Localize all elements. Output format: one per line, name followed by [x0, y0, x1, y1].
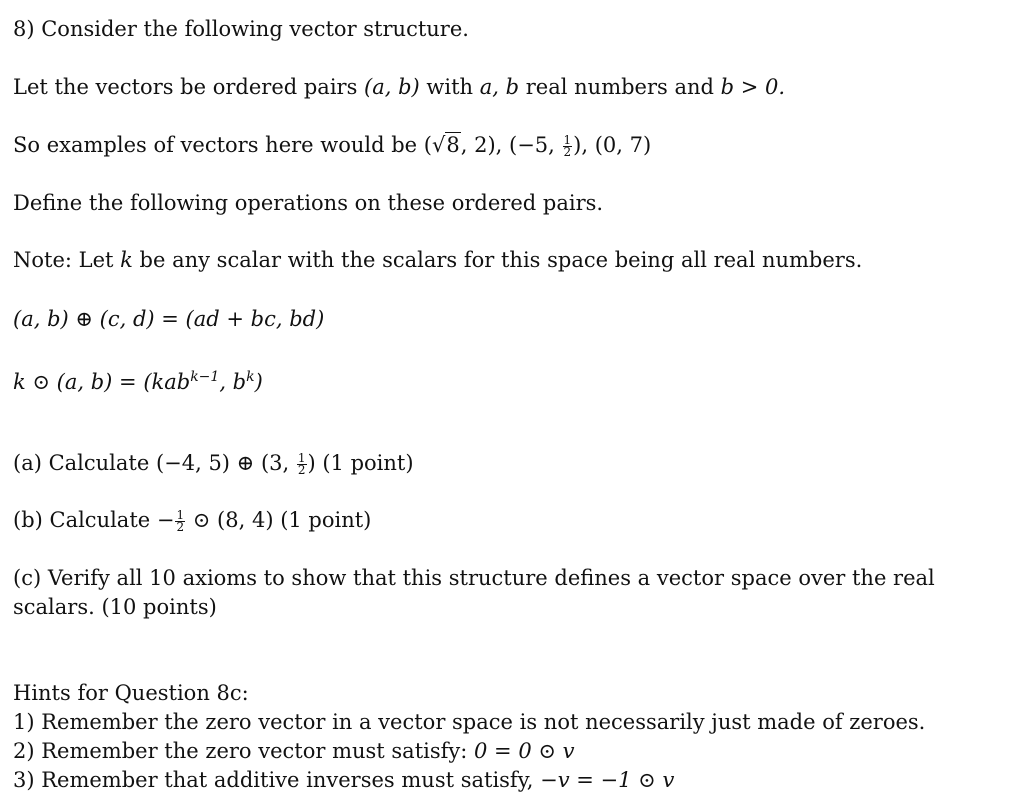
frac-den: 2: [176, 520, 185, 534]
text: Let the vectors be ordered pairs: [13, 75, 365, 99]
math-additive-inverse: −v = −1 ⊙ v: [540, 768, 675, 792]
fraction-half: [563, 135, 573, 158]
part-b: [13, 506, 371, 534]
text: real numbers and: [519, 75, 721, 99]
text: 3) Remember that additive inverses must satisfy,: [13, 768, 541, 792]
math-k: k: [120, 248, 133, 272]
math-zero-vector: 0 = 0 ⊙ v: [474, 739, 575, 763]
hints-title: Hints for Question 8c:: [13, 681, 249, 705]
operations-intro: Define the following operations on these ordered pairs.: [13, 191, 604, 215]
vector-definition: [13, 73, 785, 101]
sqrt-8: √8: [431, 133, 460, 157]
frac-num: 1: [176, 508, 185, 522]
math-mult-mid: , b: [219, 370, 247, 394]
frac-num: 1: [297, 451, 306, 465]
text: ), (0, 7): [573, 133, 652, 157]
math-pair: (a, b): [364, 75, 420, 99]
text: 2) Remember the zero vector must satisfy:: [13, 739, 475, 763]
hint-2: [13, 737, 575, 765]
scalar-multiplication-definition: [13, 363, 263, 396]
scalar-note: [13, 246, 862, 274]
math-exp1: k−1: [190, 369, 220, 385]
text: be any scalar with the scalars for this space being all real numbers.: [132, 248, 863, 272]
text: ) (1 point): [307, 451, 414, 475]
math-mult-end: ): [254, 370, 263, 394]
hint-1: 1) Remember the zero vector in a vector space is not necessarily just made of zeroes.: [13, 710, 926, 734]
frac-den: 2: [563, 145, 572, 159]
sqrt-radicand: 8: [446, 133, 460, 157]
math-mult-lhs: k ⊙ (a, b) = (kab: [13, 370, 191, 394]
vector-examples: [13, 131, 651, 159]
text: (a) Calculate (−4, 5) ⊕ (3,: [13, 451, 296, 475]
math-exp2: k: [246, 369, 255, 385]
text: Note: Let: [13, 248, 121, 272]
math-condition: b > 0.: [720, 75, 786, 99]
part-a: [13, 449, 414, 477]
frac-num: 1: [563, 133, 572, 147]
text: with: [419, 75, 480, 99]
text: (b) Calculate −: [13, 508, 175, 532]
math-addition: (a, b) ⊕ (c, d) = (ad + bc, bd): [13, 307, 325, 331]
text: So examples of vectors here would be (: [13, 133, 432, 157]
text: , 2), (−5,: [460, 133, 562, 157]
addition-definition: [13, 305, 324, 333]
math-ab: a, b: [479, 75, 520, 99]
fraction-half: [175, 510, 185, 533]
question-intro: 8) Consider the following vector structure.: [13, 17, 469, 41]
frac-den: 2: [297, 463, 306, 477]
part-c: (c) Verify all 10 axioms to show that this structure defines a vector space over the real scalars. (10 points): [13, 566, 935, 619]
text: ⊙ (8, 4) (1 point): [186, 508, 372, 532]
hint-3: [13, 766, 674, 794]
fraction-half: [297, 453, 307, 476]
